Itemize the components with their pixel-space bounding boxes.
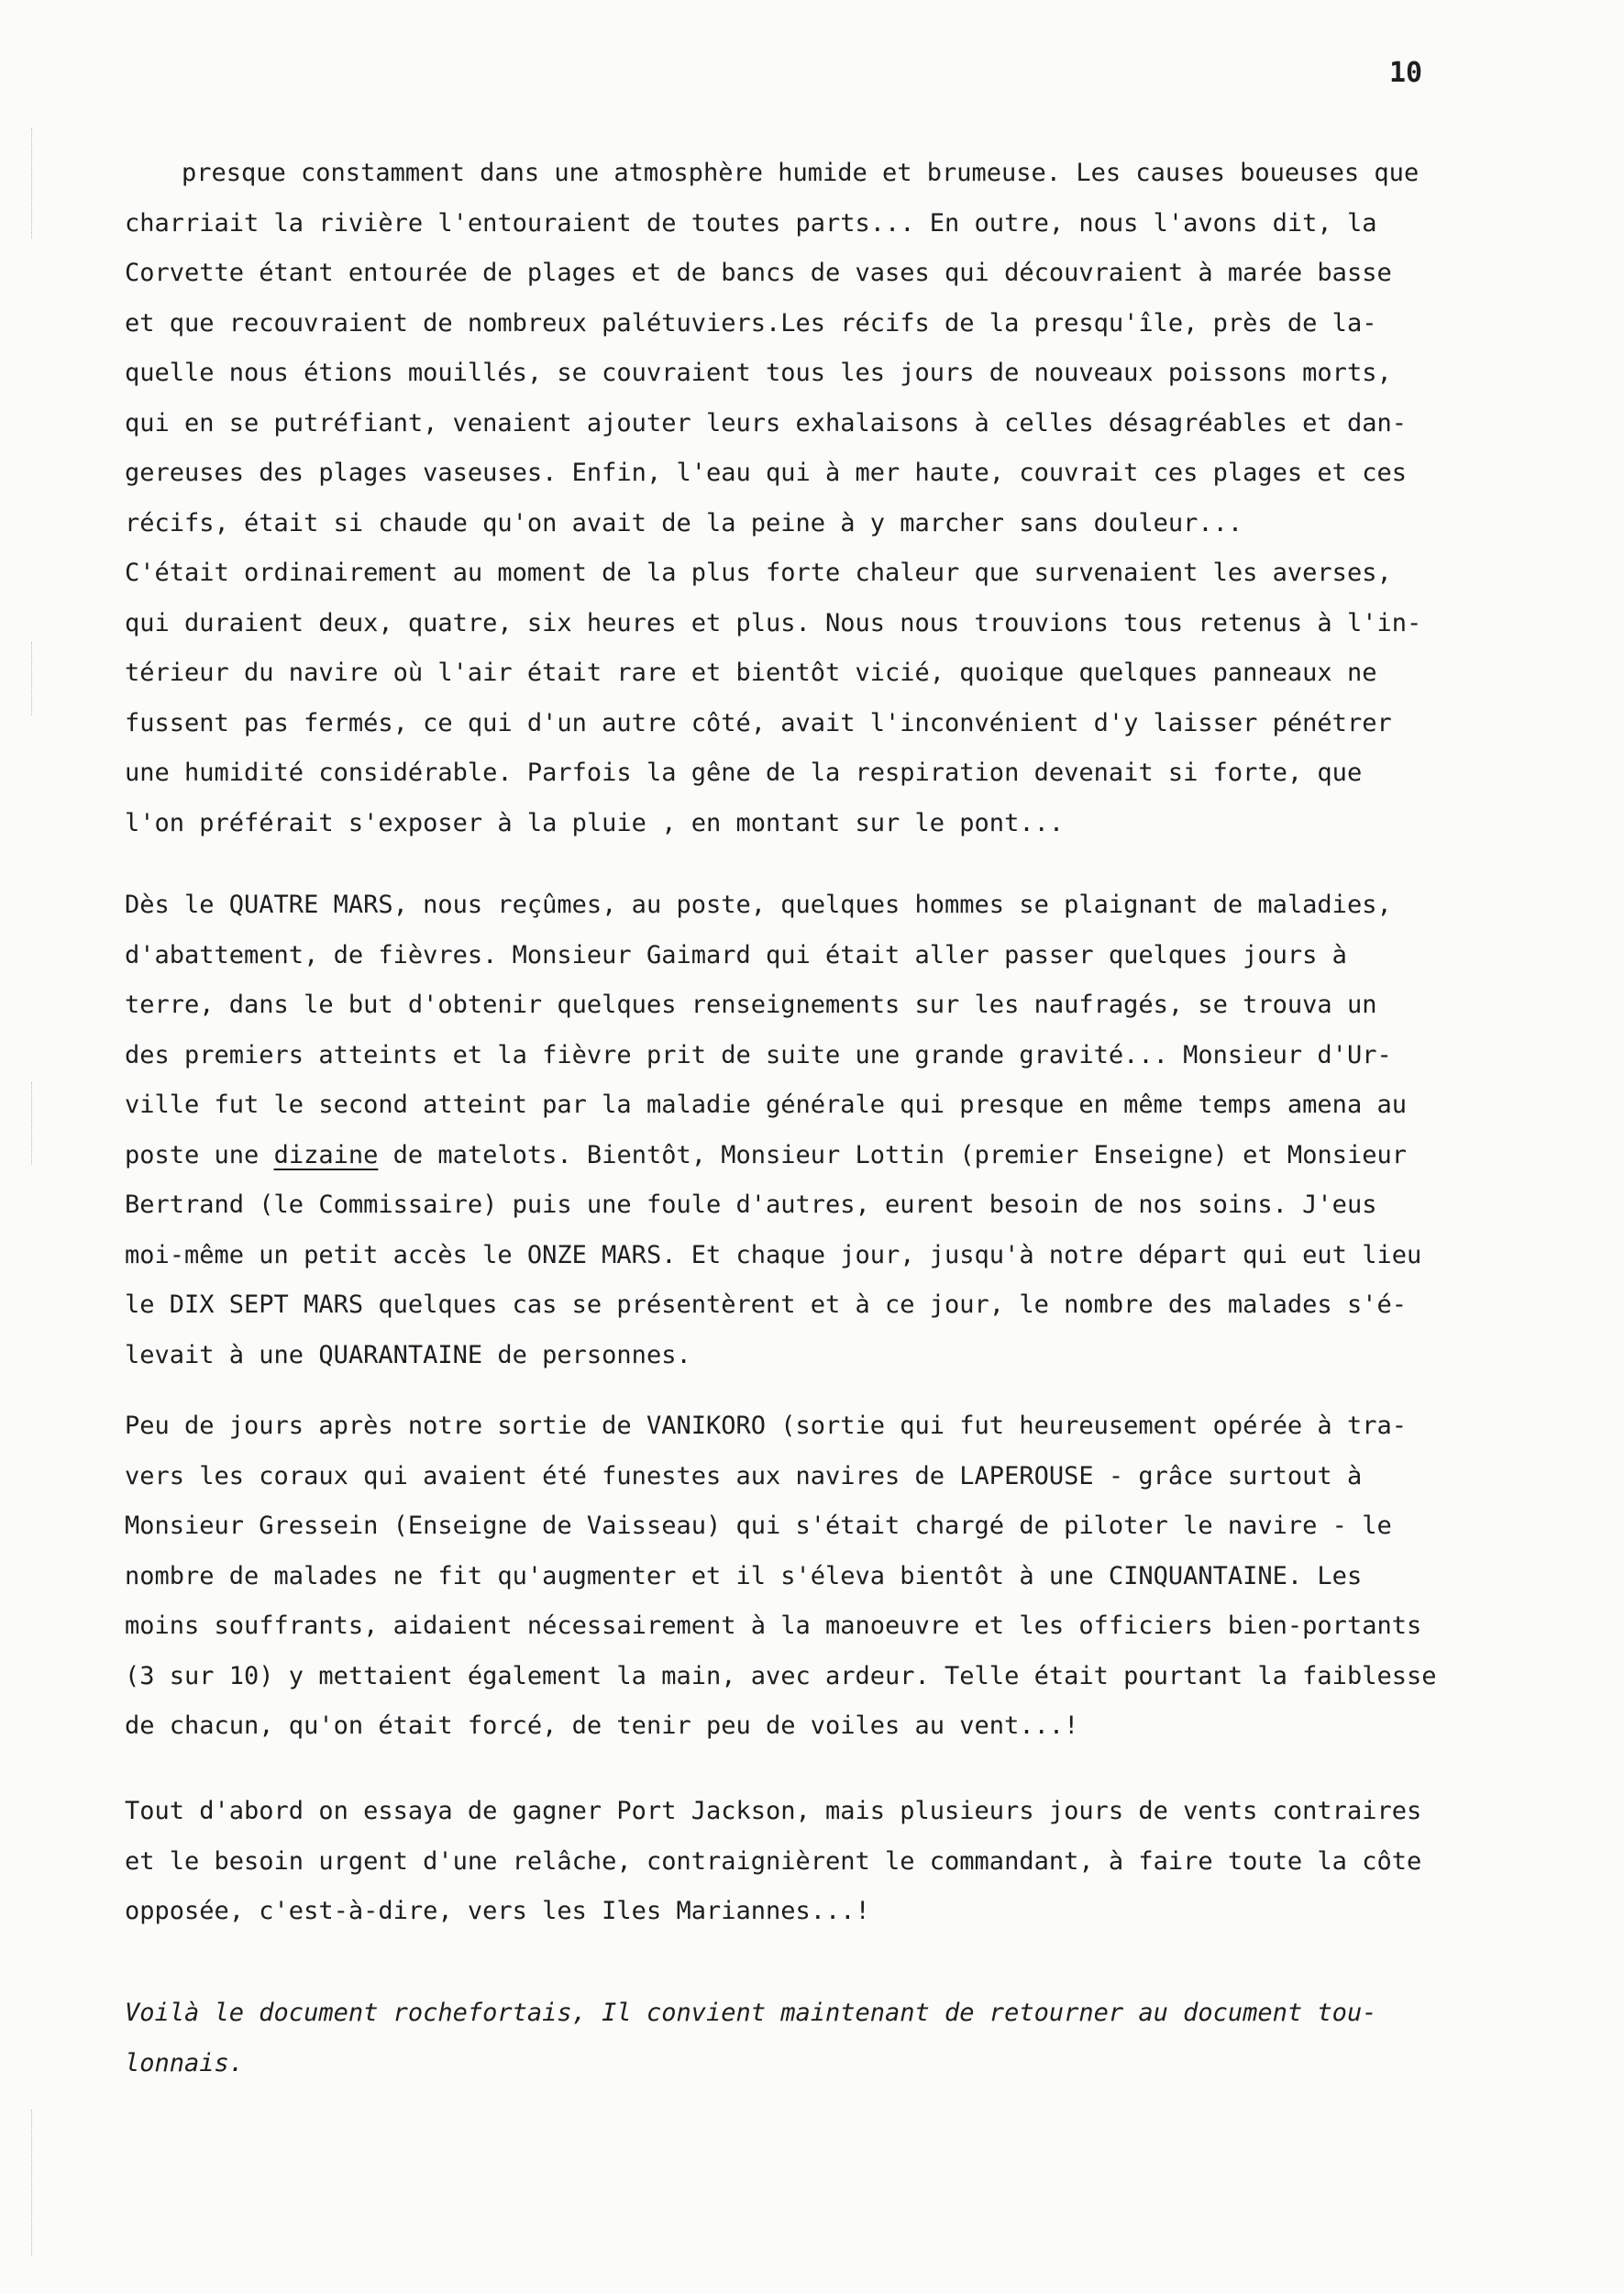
text-line: térieur du navire où l'air était rare et bientôt vicié, quoique quelques panneaux ne [125, 659, 1377, 687]
text-line: Tout d'abord on essaya de gagner Port Jackson, mais plusieurs jours de vents contraires [125, 1797, 1422, 1825]
text-segment: de matelots. Bientôt, Monsieur Lottin (premier Enseigne) et Monsieur [378, 1140, 1407, 1169]
margin-scan-mark [31, 642, 32, 715]
margin-scan-mark [31, 1082, 32, 1165]
margin-scan-mark [31, 2110, 32, 2256]
text-line: moins souffrants, aidaient nécessairement à la manoeuvre et les officiers bien-portants [125, 1612, 1422, 1640]
underlined-word: dizaine [273, 1140, 379, 1169]
text-line: une humidité considérable. Parfois la gêne de la respiration devenait si forte, que [125, 759, 1363, 787]
text-line: presque constamment dans une atmosphère humide et brumeuse. Les causes boueuses que [182, 159, 1420, 187]
page-number: 10 [1389, 57, 1423, 89]
text-line: et que recouvraient de nombreux palétuviers.Les récifs de la presqu'île, près de la- [125, 308, 1377, 338]
text-line: le DIX SEPT MARS quelques cas se présentèrent et à ce jour, le nombre des malades s'é- [125, 1291, 1407, 1319]
text-line: et le besoin urgent d'une relâche, contraignièrent le commandant, à faire toute la côte [125, 1846, 1422, 1876]
text-line: Monsieur Gressein (Enseigne de Vaisseau) qui s'était chargé de piloter le navire - le [125, 1512, 1392, 1540]
paragraph-3 [125, 1401, 1555, 1752]
text-line: qui en se putréfiant, venaient ajouter leurs exhalaisons à celles désagréables et dan- [125, 408, 1407, 438]
text-line: Voilà le document rochefortais, Il convient maintenant de retourner au document tou- [125, 1999, 1377, 2027]
margin-scan-mark [31, 128, 32, 238]
text-line: de chacun, qu'on était forcé, de tenir peu de voiles au vent...! [125, 1711, 1079, 1740]
text-line: C'était ordinairement au moment de la plus forte chaleur que survenaient les averses, [125, 559, 1392, 587]
text-line: opposée, c'est-à-dire, vers les Iles Mariannes...! [125, 1897, 870, 1925]
text-line: lonnais. [125, 2048, 245, 2077]
text-line: charriait la rivière l'entouraient de toutes parts... En outre, nous l'avons dit, la [125, 208, 1377, 238]
text-line: (3 sur 10) y mettaient également la main, avec ardeur. Telle était pourtant la faiblesse [125, 1661, 1437, 1690]
text-line: vers les coraux qui avaient été funestes aux navires de LAPEROUSE - grâce surtout à [125, 1461, 1363, 1490]
text-segment: poste une [125, 1140, 274, 1169]
paragraph-4 [125, 1787, 1555, 1937]
text-line: Corvette étant entourée de plages et de bancs de vases qui découvraient à marée basse [125, 259, 1392, 287]
text-line: terre, dans le but d'obtenir quelques renseignements sur les naufragés, se trouva un [125, 991, 1377, 1019]
text-line: l'on préférait s'exposer à la pluie , en montant sur le pont... [125, 808, 1065, 837]
text-line: ville fut le second atteint par la maladie générale qui presque en même temps amena au [125, 1091, 1407, 1119]
text-line: récifs, était si chaude qu'on avait de la peine à y marcher sans douleur... [125, 508, 1243, 537]
text-line: Bertrand (le Commissaire) puis une foule d'autres, eurent besoin de nos soins. J'eus [125, 1191, 1377, 1219]
paragraph-5 [125, 1988, 1555, 2088]
text-line: des premiers atteints et la fièvre prit de suite une grande gravité... Monsieur d'Ur- [125, 1040, 1392, 1069]
text-line: quelle nous étions mouillés, se couvraient tous les jours de nouveaux poissons morts, [125, 359, 1392, 387]
text-line: Dès le QUATRE MARS, nous reçûmes, au poste, quelques hommes se plaignant de maladies, [125, 891, 1392, 919]
paragraph-2 [125, 881, 1555, 1380]
text-line: Peu de jours après notre sortie de VANIKORO (sortie qui fut heureusement opérée à tra- [125, 1412, 1407, 1440]
text-line [125, 1131, 1555, 1181]
text-line: d'abattement, de fièvres. Monsieur Gaimard qui était aller passer quelques jours à [125, 940, 1347, 969]
text-line: nombre de malades ne fit qu'augmenter et il s'éleva bientôt à une CINQUANTAINE. Les [125, 1561, 1363, 1590]
text-line: levait à une QUARANTAINE de personnes. [125, 1340, 691, 1369]
text-line: moi-même un petit accès le ONZE MARS. Et chaque jour, jusqu'à notre départ qui eut lieu [125, 1240, 1422, 1269]
text-line: qui duraient deux, quatre, six heures et plus. Nous nous trouvions tous retenus à l'in- [125, 608, 1422, 637]
paragraph-1 [125, 149, 1555, 848]
text-line: fussent pas fermés, ce qui d'un autre côté, avait l'inconvénient d'y laisser pénétrer [125, 708, 1392, 737]
text-line: gereuses des plages vaseuses. Enfin, l'eau qui à mer haute, couvrait ces plages et ces [125, 459, 1407, 487]
